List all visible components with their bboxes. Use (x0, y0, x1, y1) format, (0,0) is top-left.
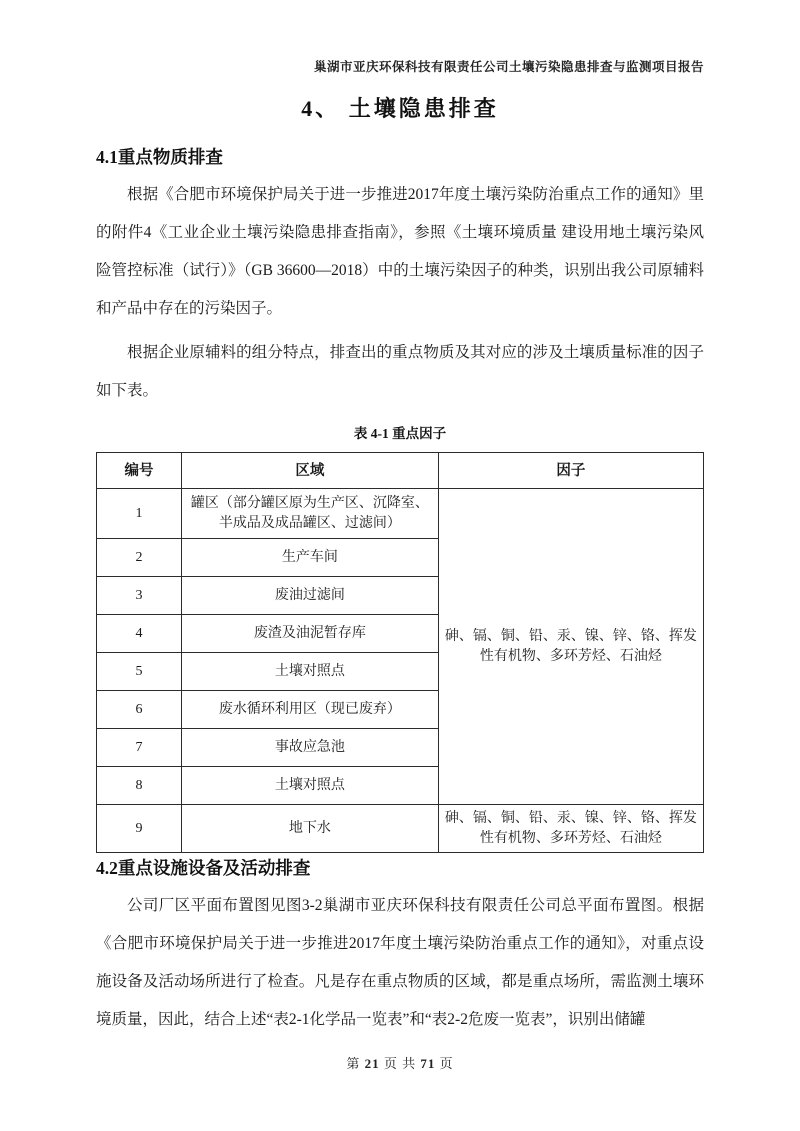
table-row (97, 489, 704, 539)
footer-total-pages: 71 (420, 1056, 436, 1071)
footer-page-number: 21 (364, 1056, 380, 1071)
cell-factor-merged: 砷、镉、铜、铅、汞、镍、锌、铬、挥发性有机物、多环芳烃、石油烃 (438, 489, 703, 805)
cell-number: 8 (97, 767, 182, 805)
section-heading-4-2: 4.2重点设施设备及活动排查 (96, 858, 311, 878)
table-caption: 表 4-1 重点因子 (353, 426, 447, 441)
section-heading-4-1: 4.1重点物质排查 (96, 147, 223, 167)
cell-area: 地下水 (181, 805, 438, 853)
cell-area: 土壤对照点 (181, 767, 438, 805)
paragraph-4-2-a: 公司厂区平面布置图见图3-2巢湖市亚庆环保科技有限责任公司总平面布置图。根据《合肥市环境保护局关于进一步推进2017年度土壤污染防治重点工作的通知》，对重点设施设备及活动场所进行了检查。凡是存在重点物质的区域，都是重点场所，需监测土壤环境质量，因此，结合上述“表2-1化学品一览表”和“表2-2危废一览表”，识别出储罐 (96, 897, 704, 1028)
cell-number: 6 (97, 691, 182, 729)
cell-area: 罐区（部分罐区原为生产区、沉降室、半成品及成品罐区、过滤间） (181, 489, 438, 539)
cell-area: 废水循环利用区（现已废弃） (181, 691, 438, 729)
cell-number: 4 (97, 615, 182, 653)
col-header-number: 编号 (97, 453, 182, 489)
cell-area: 废渣及油泥暂存库 (181, 615, 438, 653)
page-title: 4、 土壤隐患排查 (301, 96, 499, 121)
table-header-row (97, 453, 704, 489)
cell-area: 土壤对照点 (181, 653, 438, 691)
cell-number: 9 (97, 805, 182, 853)
cell-number: 7 (97, 729, 182, 767)
page-footer (96, 1055, 704, 1073)
footer-suffix: 页 (439, 1056, 454, 1071)
cell-area: 事故应急池 (181, 729, 438, 767)
col-header-area: 区域 (181, 453, 438, 489)
col-header-factor: 因子 (438, 453, 703, 489)
footer-mid: 页 共 (383, 1056, 417, 1071)
table-row (97, 805, 704, 853)
footer-prefix: 第 (346, 1056, 361, 1071)
running-header: 巢湖市亚庆环保科技有限责任公司土壤污染隐患排查与监测项目报告 (313, 60, 704, 74)
cell-number: 2 (97, 539, 182, 577)
paragraph-4-1-a: 根据《合肥市环境保护局关于进一步推进2017年度土壤污染防治重点工作的通知》里的附件4《工业企业土壤污染隐患排查指南》，参照《土壤环境质量 建设用地土壤污染风险管控标准（试行）》（GB 36600—2018）中的土壤污染因子的种类，识别出我公司原辅料和产品中存在的污染因子。 (96, 186, 704, 317)
cell-number: 5 (97, 653, 182, 691)
cell-area: 生产车间 (181, 539, 438, 577)
paragraph-4-1-b: 根据企业原辅料的组分特点，排查出的重点物质及其对应的涉及土壤质量标准的因子如下表。 (96, 344, 704, 399)
key-factors-table (96, 452, 704, 853)
cell-factor: 砷、镉、铜、铅、汞、镍、锌、铬、挥发性有机物、多环芳烃、石油烃 (438, 805, 703, 853)
cell-area: 废油过滤间 (181, 577, 438, 615)
cell-number: 3 (97, 577, 182, 615)
cell-number: 1 (97, 489, 182, 539)
